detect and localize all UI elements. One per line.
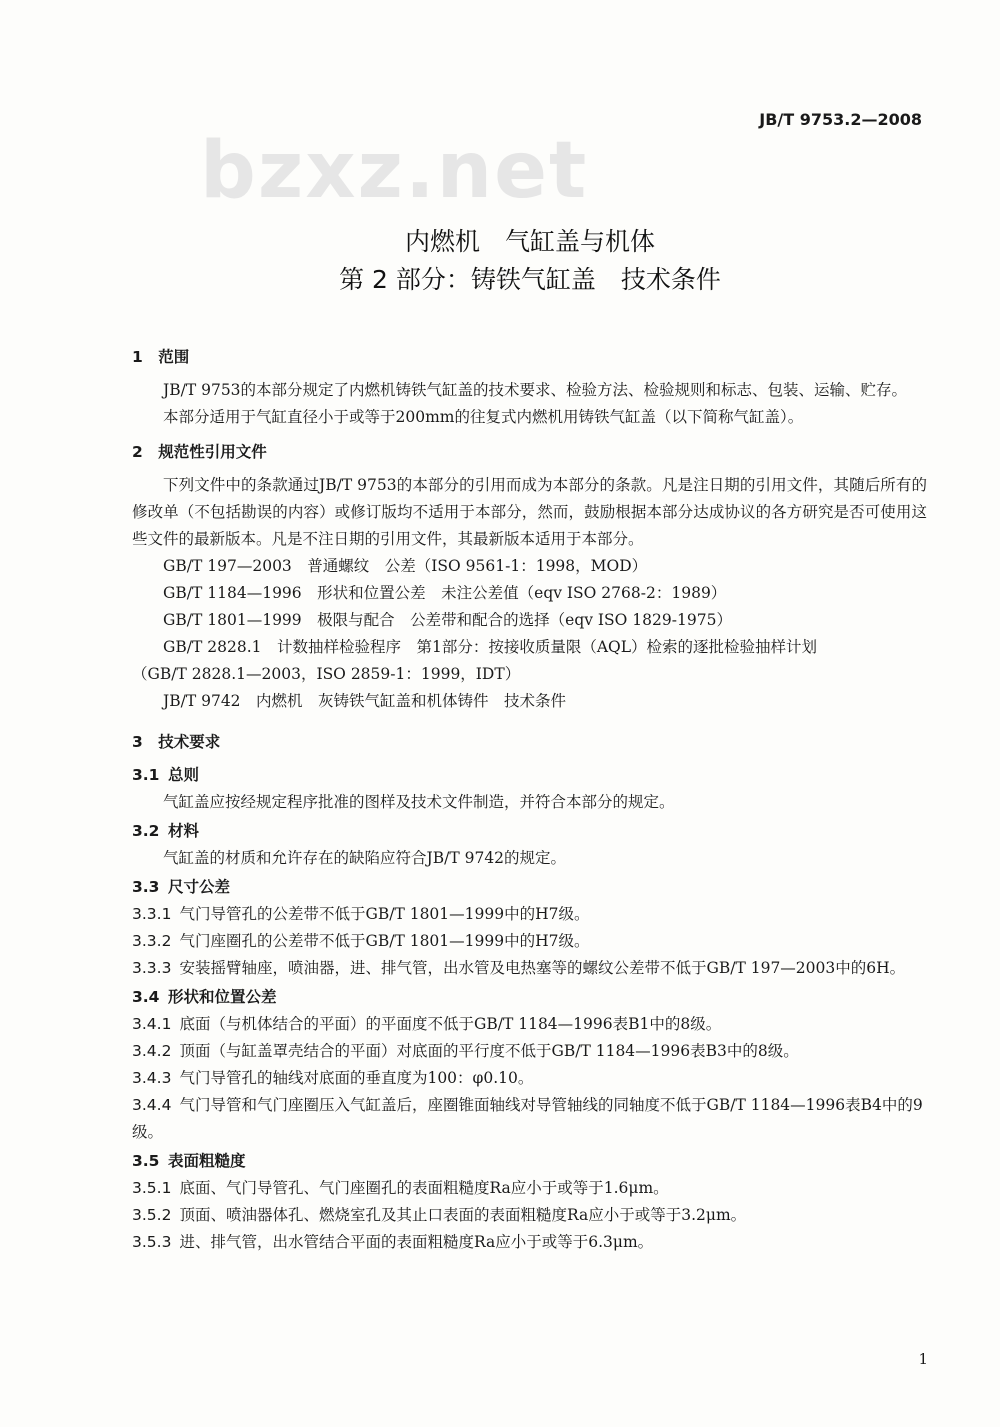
- clause-text: 安装摇臂轴座，喷油器，进、排气管，出水管及电热塞等的螺纹公差带不低于GB/T 197—2003中的6H。: [179, 959, 906, 977]
- clause-number: 3.4: [132, 988, 160, 1006]
- clause-title: 表面粗糙度: [168, 1152, 246, 1170]
- clause-item: [132, 1092, 927, 1146]
- clause-number: 3.3.3: [132, 959, 172, 977]
- document-title-line1: 内燃机 气缸盖与机体: [404, 227, 655, 256]
- page-number: 1: [918, 1350, 928, 1368]
- clause-item: [132, 1202, 927, 1229]
- clause-number: 3.3: [132, 878, 160, 896]
- clause-item: [132, 955, 927, 982]
- section-3-heading: 3 技术要求: [132, 733, 221, 751]
- clause-3-1-heading: [132, 762, 927, 789]
- section-2-heading: 2 规范性引用文件: [132, 443, 267, 461]
- clause-title: 材料: [168, 822, 200, 840]
- clause-text: 气门导管孔的轴线对底面的垂直度为100：φ0.10。: [179, 1069, 534, 1087]
- clause-item: [132, 928, 927, 955]
- clause-number: 3.4.4: [132, 1096, 172, 1114]
- reference-item: GB/T 1184—1996 形状和位置公差 未注公差值（eqv ISO 2768-2：1989）: [163, 584, 727, 602]
- reference-item: GB/T 2828.1 计数抽样检验程序 第1部分：按接收质量限（AQL）检索的逐批检验抽样计划: [163, 638, 818, 656]
- standard-number: JB/T 9753.2—2008: [759, 110, 922, 129]
- section-1-para-1: JB/T 9753的本部分规定了内燃机铸铁气缸盖的技术要求、检验方法、检验规则和标志、包装、运输、贮存。: [163, 381, 908, 399]
- clause-text: 底面（与机体结合的平面）的平面度不低于GB/T 1184—1996表B1中的8级。: [179, 1015, 722, 1033]
- reference-item: GB/T 1801—1999 极限与配合 公差带和配合的选择（eqv ISO 1829-1975）: [163, 611, 732, 629]
- clause-3-1-text: 气缸盖应按经规定程序批准的图样及技术文件制造，并符合本部分的规定。: [163, 793, 675, 811]
- clause-number: 3.5: [132, 1152, 160, 1170]
- clause-text: 气门导管孔的公差带不低于GB/T 1801—1999中的H7级。: [179, 905, 590, 923]
- document-title-line2: 第 2 部分：铸铁气缸盖 技术条件: [339, 265, 721, 294]
- clause-3-2-text: 气缸盖的材质和允许存在的缺陷应符合JB/T 9742的规定。: [163, 849, 567, 867]
- clause-text: 顶面（与缸盖罩壳结合的平面）对底面的平行度不低于GB/T 1184—1996表B3中的8级。: [179, 1042, 799, 1060]
- clause-title: 形状和位置公差: [168, 988, 277, 1006]
- clause-number: 3.4.1: [132, 1015, 172, 1033]
- clause-item: [132, 1011, 927, 1038]
- clause-text: 顶面、喷油器体孔、燃烧室孔及其止口表面的表面粗糙度Ra应小于或等于3.2μm。: [179, 1206, 747, 1224]
- clause-title: 总则: [168, 766, 200, 784]
- clause-item: [132, 1175, 927, 1202]
- clause-number: 3.5.2: [132, 1206, 172, 1224]
- clause-number: 3.2: [132, 822, 160, 840]
- clause-number: 3.3.1: [132, 905, 172, 923]
- clause-text: 底面、气门导管孔、气门座圈孔的表面粗糙度Ra应小于或等于1.6μm。: [179, 1179, 669, 1197]
- reference-item-continuation: （GB/T 2828.1—2003，ISO 2859-1：1999，IDT）: [132, 665, 521, 683]
- clause-number: 3.5.1: [132, 1179, 172, 1197]
- section-2-para-1: 下列文件中的条款通过JB/T 9753的本部分的引用而成为本部分的条款。凡是注日期的引用文件，其随后所有的修改单（不包括勘误的内容）或修订版均不适用于本部分，然而，鼓励根据本部分达成协议的各方研究是否可使用这些文件的最新版本。凡是不注日期的引用文件，其最新版本适用于本部分。: [132, 476, 927, 548]
- clause-3-2-heading: [132, 818, 927, 845]
- reference-item: GB/T 197—2003 普通螺纹 公差（ISO 9561-1：1998，MOD）: [163, 557, 648, 575]
- section-1-para-2: 本部分适用于气缸直径小于或等于200mm的往复式内燃机用铸铁气缸盖（以下简称气缸盖）。: [163, 408, 804, 426]
- document-body: [132, 344, 927, 1256]
- clause-text: 进、排气管，出水管结合平面的表面粗糙度Ra应小于或等于6.3μm。: [179, 1233, 654, 1251]
- clause-number: 3.3.2: [132, 932, 172, 950]
- clause-number: 3.4.2: [132, 1042, 172, 1060]
- clause-title: 尺寸公差: [168, 878, 231, 896]
- watermark: bzxz.net: [200, 126, 589, 216]
- clause-number: 3.5.3: [132, 1233, 172, 1251]
- clause-item: [132, 901, 927, 928]
- clause-3-4-heading: [132, 984, 927, 1011]
- clause-number: 3.1: [132, 766, 160, 784]
- clause-item: [132, 1065, 927, 1092]
- reference-item: JB/T 9742 内燃机 灰铸铁气缸盖和机体铸件 技术条件: [163, 692, 567, 710]
- clause-item: [132, 1229, 927, 1256]
- section-1-heading: 1 范围: [132, 348, 190, 366]
- clause-text: 气门导管和气门座圈压入气缸盖后，座圈锥面轴线对导管轴线的同轴度不低于GB/T 1184—1996表B4中的9级。: [132, 1096, 923, 1141]
- clause-number: 3.4.3: [132, 1069, 172, 1087]
- clause-3-5-heading: [132, 1148, 927, 1175]
- clause-text: 气门座圈孔的公差带不低于GB/T 1801—1999中的H7级。: [179, 932, 590, 950]
- clause-item: [132, 1038, 927, 1065]
- clause-3-3-heading: [132, 874, 927, 901]
